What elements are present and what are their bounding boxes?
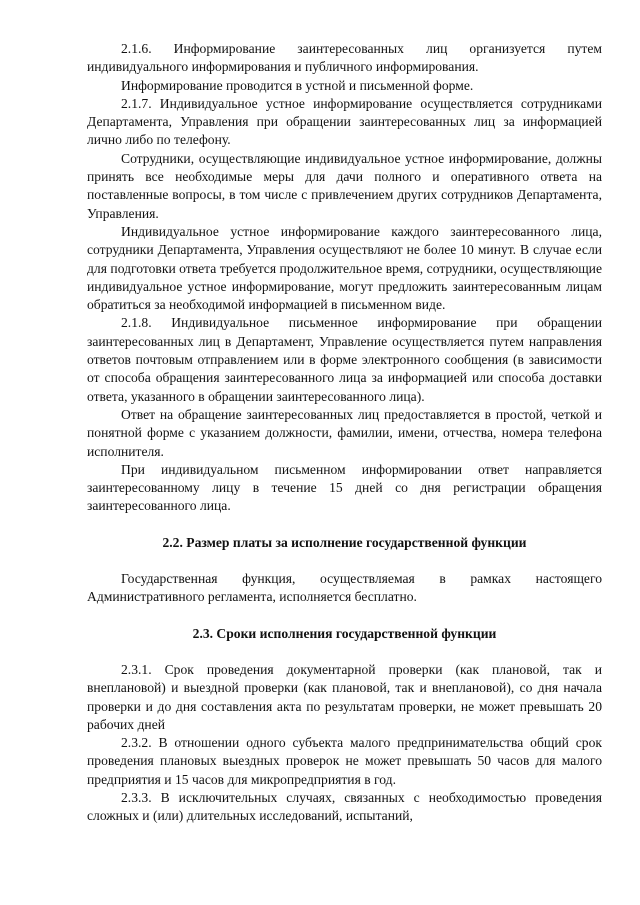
- paragraph-free-of-charge: Государственная функция, осуществляемая в рамках настоящего Административного регламента, исполняется бесплатно.: [87, 571, 602, 605]
- paragraph-written-deadline: При индивидуальном письменном информировании ответ направляется заинтересованному лицу в течение 15 дней со дня регистрации обращения заинтересованного лица.: [87, 461, 602, 514]
- spacer: [87, 643, 602, 661]
- section-heading-2-2: 2.2. Размер платы за исполнение государственной функции: [162, 534, 527, 550]
- paragraph-2-3-2: 2.3.2. В отношении одного субъекта малого предпринимательства общий срок проведения плановых выездных проверок не может превышать 50 часов для малого предприятия и 15 часов для микропредприятия в год.: [87, 735, 602, 787]
- spacer: [87, 607, 602, 625]
- spacer: [87, 516, 602, 534]
- paragraph-answer-form: Ответ на обращение заинтересованных лиц предоставляется в простой, четкой и понятной форме с указанием должности, фамилии, имени, отчества, номера телефона исполнителя.: [87, 406, 602, 459]
- paragraph-2-1-8: 2.1.8. Индивидуальное письменное информирование при обращении заинтересованных лиц в Департамент, Управление осуществляется путем направления ответов почтовым отправлением или в форме электронного сообщения (в зависимости от способа обращения заинтересованного лица за информацией или способа доставки ответа, указанного в обращении заинтересованного лица).: [87, 315, 602, 404]
- spacer: [87, 552, 602, 570]
- paragraph-2-1-6: 2.1.6. Информирование заинтересованных лиц организуется путем индивидуального информирования и публичного информирования.: [87, 41, 602, 75]
- section-heading-2-3: 2.3. Сроки исполнения государственной функции: [192, 625, 497, 641]
- paragraph-2-3-1: 2.3.1. Срок проведения документарной проверки (как плановой, так и внеплановой) и выездной проверки (как плановой, так и внеплановой), со дня начала проверки и до дня составления акта по результатам проверки, не может превышать 20 рабочих дней: [87, 661, 602, 732]
- paragraph-oral-staff: Сотрудники, осуществляющие индивидуальное устное информирование, должны принять все необходимые меры для дачи полного и оперативного ответа на поставленные вопросы, в том числе с привлечением других сотрудников Департамента, Управления.: [87, 150, 602, 221]
- paragraph-2-3-3: 2.3.3. В исключительных случаях, связанных с необходимостью проведения сложных и (или) длительных исследований, испытаний,: [87, 789, 602, 824]
- paragraph-informing-forms: Информирование проводится в устной и письменной форме.: [121, 77, 474, 93]
- paragraph-2-1-7: 2.1.7. Индивидуальное устное информирование осуществляется сотрудниками Департамента, Управления при обращении заинтересованных лиц за информацией лично либо по телефону.: [87, 95, 602, 148]
- paragraph-oral-duration: Индивидуальное устное информирование каждого заинтересованного лица, сотрудники Департамента, Управления осуществляют не более 10 минут. В случае если для подготовки ответа требуется продолжительное время, сотрудники, осуществляющие индивидуальное устное информирование, могут предложить заинтересованным лицам обратиться за необходимой информацией в письменном виде.: [87, 223, 602, 313]
